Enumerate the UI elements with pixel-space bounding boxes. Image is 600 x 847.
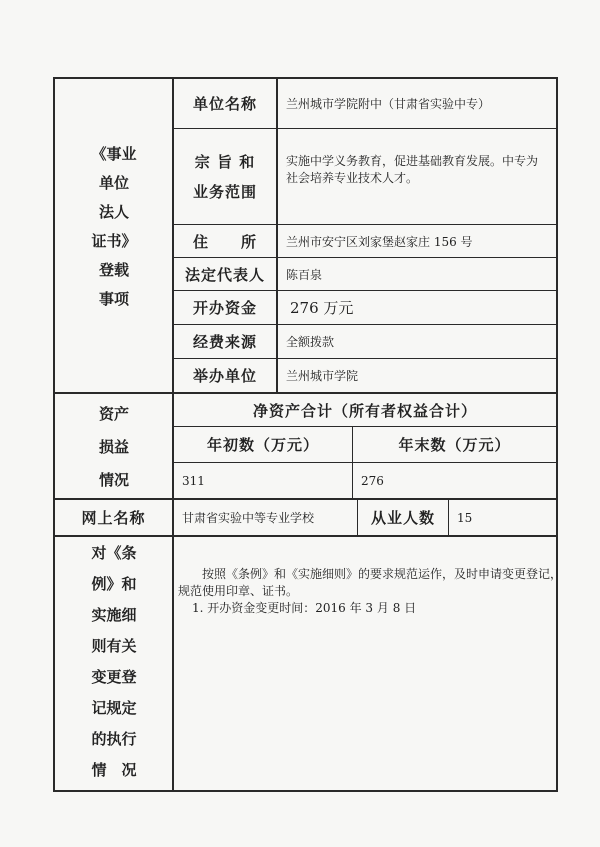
registration-items-title — [55, 140, 173, 314]
label-capital: 开办资金 — [192, 299, 257, 317]
value-online-name: 甘肃省实验中等专业学校 — [182, 511, 315, 525]
label-purpose-line2: 业务范围 — [192, 182, 257, 201]
compliance-title-line: 实施细 — [91, 606, 137, 624]
grid-hline-sec-d — [55, 535, 558, 537]
beginning-year-value: 311 — [182, 473, 205, 488]
end-year-header: 年末数（万元） — [398, 436, 511, 454]
value-address: 兰州市安宁区刘家堡赵家庄 156 号 — [286, 234, 473, 249]
purpose-text-line1: 实施中学义务教育，促进基础教育发展。中专为 — [286, 153, 539, 168]
compliance-section-title — [55, 538, 173, 786]
compliance-title-line: 对《条 — [91, 544, 137, 562]
compliance-title-line: 例》和 — [91, 575, 137, 593]
value-legal-rep: 陈百泉 — [286, 267, 323, 282]
left-title-line: 《事业 — [91, 145, 137, 163]
compliance-text — [178, 566, 563, 617]
left-title-line: 登载 — [98, 261, 129, 279]
label-legal-rep: 法定代表人 — [184, 265, 265, 284]
left-title-line: 法人 — [98, 203, 129, 221]
compliance-title-line: 情 况 — [91, 761, 137, 779]
compliance-para2: 1. 开办资金变更时间：2016 年 3 月 8 日 — [192, 601, 417, 615]
label-purpose-scope — [174, 129, 276, 224]
value-purpose-scope — [278, 129, 556, 224]
label-address: 住 所 — [192, 232, 257, 251]
value-unit-name: 兰州城市学院附中（甘肃省实验中专） — [286, 97, 491, 111]
asset-title-line: 情况 — [98, 471, 129, 489]
net-assets-header: 净资产合计（所有者权益合计） — [252, 401, 477, 420]
value-funding-source: 全额拨款 — [286, 335, 335, 349]
left-title-line: 事项 — [98, 290, 129, 308]
value-capital: 276 万元 — [290, 299, 354, 317]
label-unit-name: 单位名称 — [192, 95, 257, 113]
value-sponsor: 兰州城市学院 — [286, 369, 359, 383]
compliance-para1-line1: 按照《条例》和《实施细则》的要求规范运作，及时申请变更登记， — [202, 567, 563, 581]
label-purpose-line1: 宗 旨 和 — [194, 152, 256, 171]
left-title-line: 单位 — [98, 174, 129, 192]
purpose-text-line2: 社会培养专业技术人才。 — [286, 170, 419, 185]
label-sponsor: 举办单位 — [192, 367, 257, 385]
beginning-year-header: 年初数（万元） — [206, 436, 319, 454]
compliance-para1-line2: 规范使用印章、证书。 — [178, 584, 299, 598]
asset-title-line: 资产 — [98, 405, 129, 423]
compliance-title-line: 的执行 — [91, 730, 137, 748]
label-staff-count: 从业人数 — [370, 509, 435, 527]
value-staff-count: 15 — [457, 510, 473, 525]
compliance-title-line: 记规定 — [91, 699, 137, 717]
compliance-title-line: 变更登 — [91, 668, 137, 686]
asset-title-line: 损益 — [98, 438, 129, 456]
label-funding-source: 经费来源 — [192, 333, 257, 351]
end-year-value: 276 — [361, 473, 384, 488]
left-title-line: 证书》 — [91, 232, 137, 250]
asset-section-title — [55, 398, 173, 497]
compliance-title-line: 则有关 — [91, 637, 137, 655]
label-online-name: 网上名称 — [81, 509, 146, 527]
